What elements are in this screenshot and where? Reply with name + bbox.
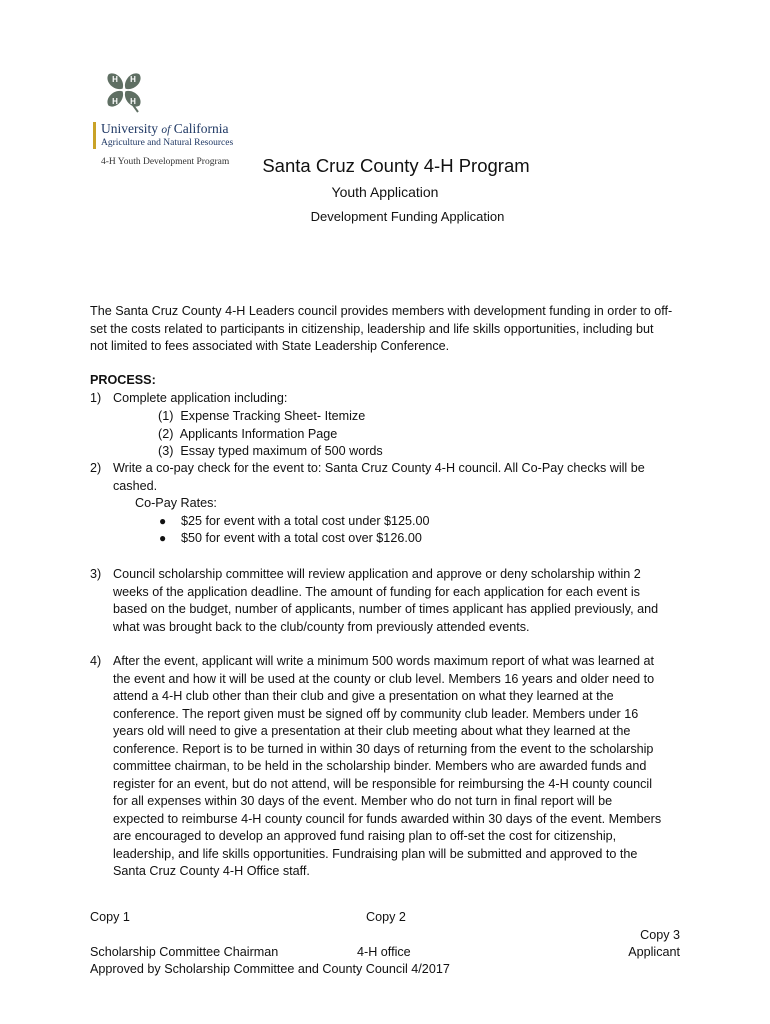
step-line: Write a co-pay check for the event to: Santa Cruz County 4-H council. All Co-Pay checks will be (113, 461, 645, 475)
bullet-icon: ● (159, 514, 167, 528)
step-line: After the event, applicant will write a minimum 500 words maximum report of what was learned at (113, 654, 655, 668)
step-line: what was brought back to the club/county from previously attended events. (113, 619, 530, 634)
subitem-number: (3) (158, 444, 174, 458)
copay-rate-text: $50 for event with a total cost over $126.00 (181, 531, 422, 545)
footer-copy-2: Copy 2 (366, 910, 406, 924)
process-heading: PROCESS: (90, 373, 156, 387)
step-line: leadership, and life skills opportunities. Fundraising plan will be submitted and approved to the (113, 846, 638, 861)
step-4 (90, 653, 690, 883)
logo-letter: H (112, 75, 118, 84)
subitem (158, 408, 558, 426)
step-text: Complete application including: (113, 391, 288, 405)
uc-logo-bar (93, 122, 96, 149)
step-line: years old will need to give a presentation at their club meeting about what they learned at the (113, 724, 631, 738)
subitem (158, 443, 558, 461)
university-state: California (173, 121, 229, 136)
step-number: 4) (90, 654, 102, 668)
step-line: weeks of the application deadline. The amount of funding for each application for each event is (113, 584, 640, 599)
step-line: for all expenses within 30 days of the event. Member who do not turn in final report will be (113, 794, 613, 808)
step-number: 3) (90, 567, 102, 581)
logo-letter: H (130, 75, 136, 84)
subitem-text: Expense Tracking Sheet- Itemize (180, 409, 366, 423)
footer-copy-3: Copy 3 (640, 928, 680, 942)
copay-rates-label-text: Co-Pay Rates: (135, 496, 217, 510)
step-line: cashed. (113, 478, 158, 493)
intro-line: The Santa Cruz County 4-H Leaders council provides members with development funding in order to off- (90, 304, 673, 318)
intro-paragraph (90, 303, 682, 356)
step-1 (90, 390, 690, 408)
program-name: 4-H Youth Development Program (101, 157, 230, 167)
step-line: Council scholarship committee will review application and approve or deny scholarship within 2 (113, 567, 641, 581)
logo-letter: H (112, 97, 118, 106)
step-line: conference. Report is to be turned in within 30 days of returning from the event to the scholarship (113, 741, 654, 756)
copay-rates-label (135, 495, 217, 513)
footer-copy1-recipient: Scholarship Committee Chairman (90, 945, 279, 959)
footer-approval-note: Approved by Scholarship Committee and County Council 4/2017 (90, 962, 450, 976)
step-1-subitems (158, 408, 558, 461)
step-number: 2) (90, 461, 102, 475)
logo-letter: H (130, 97, 136, 106)
intro-line: set the costs related to participants in citizenship, leadership and life skills opportunities, including but (90, 321, 654, 336)
university-name (101, 121, 228, 137)
footer-copy3-recipient: Applicant (628, 945, 680, 959)
step-line: based on the budget, number of applicants, number of times applicant has applied previously, and (113, 602, 659, 616)
subitem-text: Essay typed maximum of 500 words (180, 444, 383, 458)
subitem-text: Applicants Information Page (179, 426, 338, 441)
subitem-number: (2) (158, 426, 174, 441)
university-of: of (161, 124, 171, 136)
footer-copy-1: Copy 1 (90, 910, 130, 924)
university-word: University (101, 121, 158, 136)
4h-clover-logo (98, 64, 150, 116)
step-line: expected to reimburse 4-H county council for funds awarded within 30 days of the event. Members (113, 811, 662, 826)
footer-copy2-recipient: 4-H office (357, 945, 411, 959)
page-title: Santa Cruz County 4-H Program (262, 155, 530, 176)
step-line: are encouraged to develop an approved fund raising plan to off-set the cost for citizenship, (113, 829, 617, 843)
subitem-number: (1) (158, 409, 174, 423)
step-line: committee chairman, to be held in the scholarship binder. Members who are awarded funds and (113, 759, 647, 773)
step-2 (90, 460, 690, 496)
copay-rate (181, 530, 422, 548)
step-line: Santa Cruz County 4-H Office staff. (113, 864, 310, 878)
copay-rate-text: $25 for event with a total cost under $125.00 (181, 514, 430, 528)
subitem (158, 426, 558, 444)
page-subtitle: Youth Application (331, 184, 439, 200)
step-number: 1) (90, 391, 102, 405)
division-name: Agriculture and Natural Resources (101, 138, 234, 148)
bullet-icon: ● (159, 531, 167, 545)
copay-rate (181, 513, 430, 531)
page-subtitle-2: Development Funding Application (310, 209, 505, 224)
intro-line: not limited to fees associated with State Leadership Conference. (90, 339, 450, 353)
step-line: register for an event, but do not attend, will be responsible for reimbursing the 4-H county council (113, 776, 653, 791)
step-line: the event and how it will be used at the county or club level. Members 16 years and older need to (113, 671, 655, 686)
step-3 (90, 566, 690, 638)
step-line: conference. The report given must be signed off by community club leader. Members under 16 (113, 706, 639, 721)
step-line: attend a 4-H club other than their club and give a presentation on what they learned at the (113, 689, 614, 703)
